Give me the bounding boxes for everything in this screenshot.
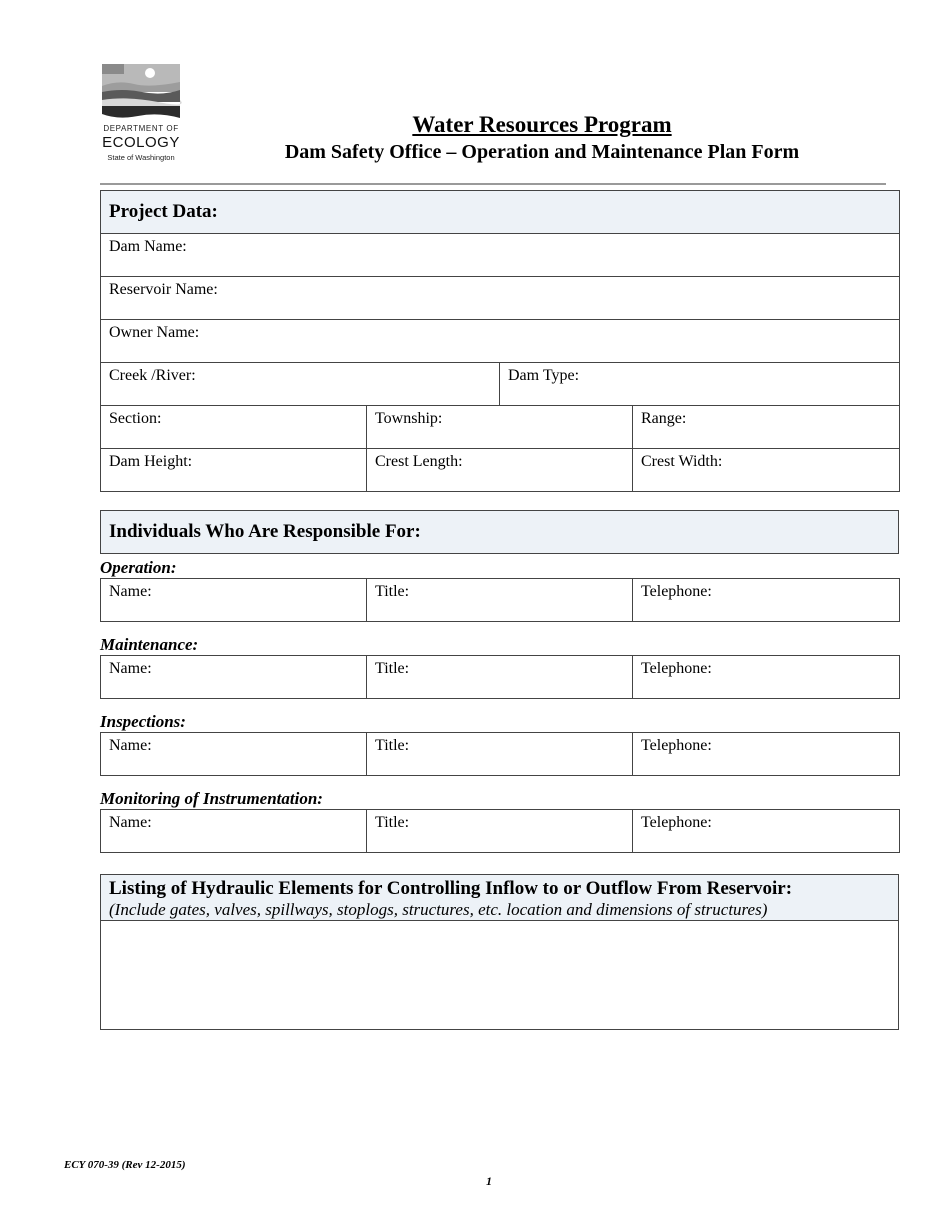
page-subtitle: Dam Safety Office – Operation and Maintenance Plan Form	[284, 141, 800, 163]
page-number: 1	[486, 1174, 492, 1188]
logo-state-text: State of Washington	[107, 153, 175, 162]
inspections-label: Inspections:	[100, 712, 186, 731]
monitoring-label: Monitoring of Instrumentation:	[100, 789, 323, 808]
operation-title-field[interactable]: Title:	[367, 579, 633, 622]
township-field[interactable]: Township:	[367, 406, 633, 449]
inspections-table	[100, 732, 900, 776]
form-code: ECY 070-39 (Rev 12-2015)	[64, 1159, 186, 1171]
operation-label: Operation:	[100, 558, 177, 577]
crest-length-field[interactable]: Crest Length:	[367, 449, 633, 492]
hydraulic-note: (Include gates, valves, spillways, stoplogs, structures, etc. location and dimensions of structures)	[109, 900, 768, 919]
hydraulic-elements-table	[100, 874, 899, 1030]
owner-name-field[interactable]: Owner Name:	[101, 320, 900, 363]
inspections-title-field[interactable]: Title:	[367, 733, 633, 776]
hydraulic-heading-cell	[101, 875, 899, 921]
section-field[interactable]: Section:	[101, 406, 367, 449]
crest-width-field[interactable]: Crest Width:	[633, 449, 900, 492]
range-field[interactable]: Range:	[633, 406, 900, 449]
monitoring-title-field[interactable]: Title:	[367, 810, 633, 853]
individuals-heading: Individuals Who Are Responsible For:	[101, 511, 899, 554]
header-divider	[100, 183, 886, 185]
creek-river-field[interactable]: Creek /River:	[101, 363, 500, 406]
monitoring-table	[100, 809, 900, 853]
reservoir-name-field[interactable]: Reservoir Name:	[101, 277, 900, 320]
logo-department-text: DEPARTMENT OF	[103, 124, 179, 133]
operation-name-field[interactable]: Name:	[101, 579, 367, 622]
logo-ecology-text: ECOLOGY	[102, 134, 180, 151]
monitoring-name-field[interactable]: Name:	[101, 810, 367, 853]
inspections-telephone-field[interactable]: Telephone:	[633, 733, 900, 776]
operation-table	[100, 578, 900, 622]
dam-type-field[interactable]: Dam Type:	[500, 363, 900, 406]
inspections-name-field[interactable]: Name:	[101, 733, 367, 776]
project-data-table	[100, 190, 900, 492]
maintenance-table	[100, 655, 900, 699]
hydraulic-heading: Listing of Hydraulic Elements for Controlling Inflow to or Outflow From Reservoir:	[109, 878, 793, 899]
maintenance-telephone-field[interactable]: Telephone:	[633, 656, 900, 699]
maintenance-label: Maintenance:	[100, 635, 199, 654]
maintenance-name-field[interactable]: Name:	[101, 656, 367, 699]
operation-telephone-field[interactable]: Telephone:	[633, 579, 900, 622]
individuals-heading-box	[100, 510, 899, 554]
dam-name-field[interactable]: Dam Name:	[101, 234, 900, 277]
monitoring-telephone-field[interactable]: Telephone:	[633, 810, 900, 853]
hydraulic-elements-field[interactable]	[101, 921, 899, 1030]
page-title: Water Resources Program	[412, 112, 672, 137]
ecology-landscape-icon	[98, 62, 184, 122]
project-data-heading: Project Data:	[101, 191, 900, 234]
ecology-logo	[98, 62, 188, 166]
maintenance-title-field[interactable]: Title:	[367, 656, 633, 699]
dam-height-field[interactable]: Dam Height:	[101, 449, 367, 492]
